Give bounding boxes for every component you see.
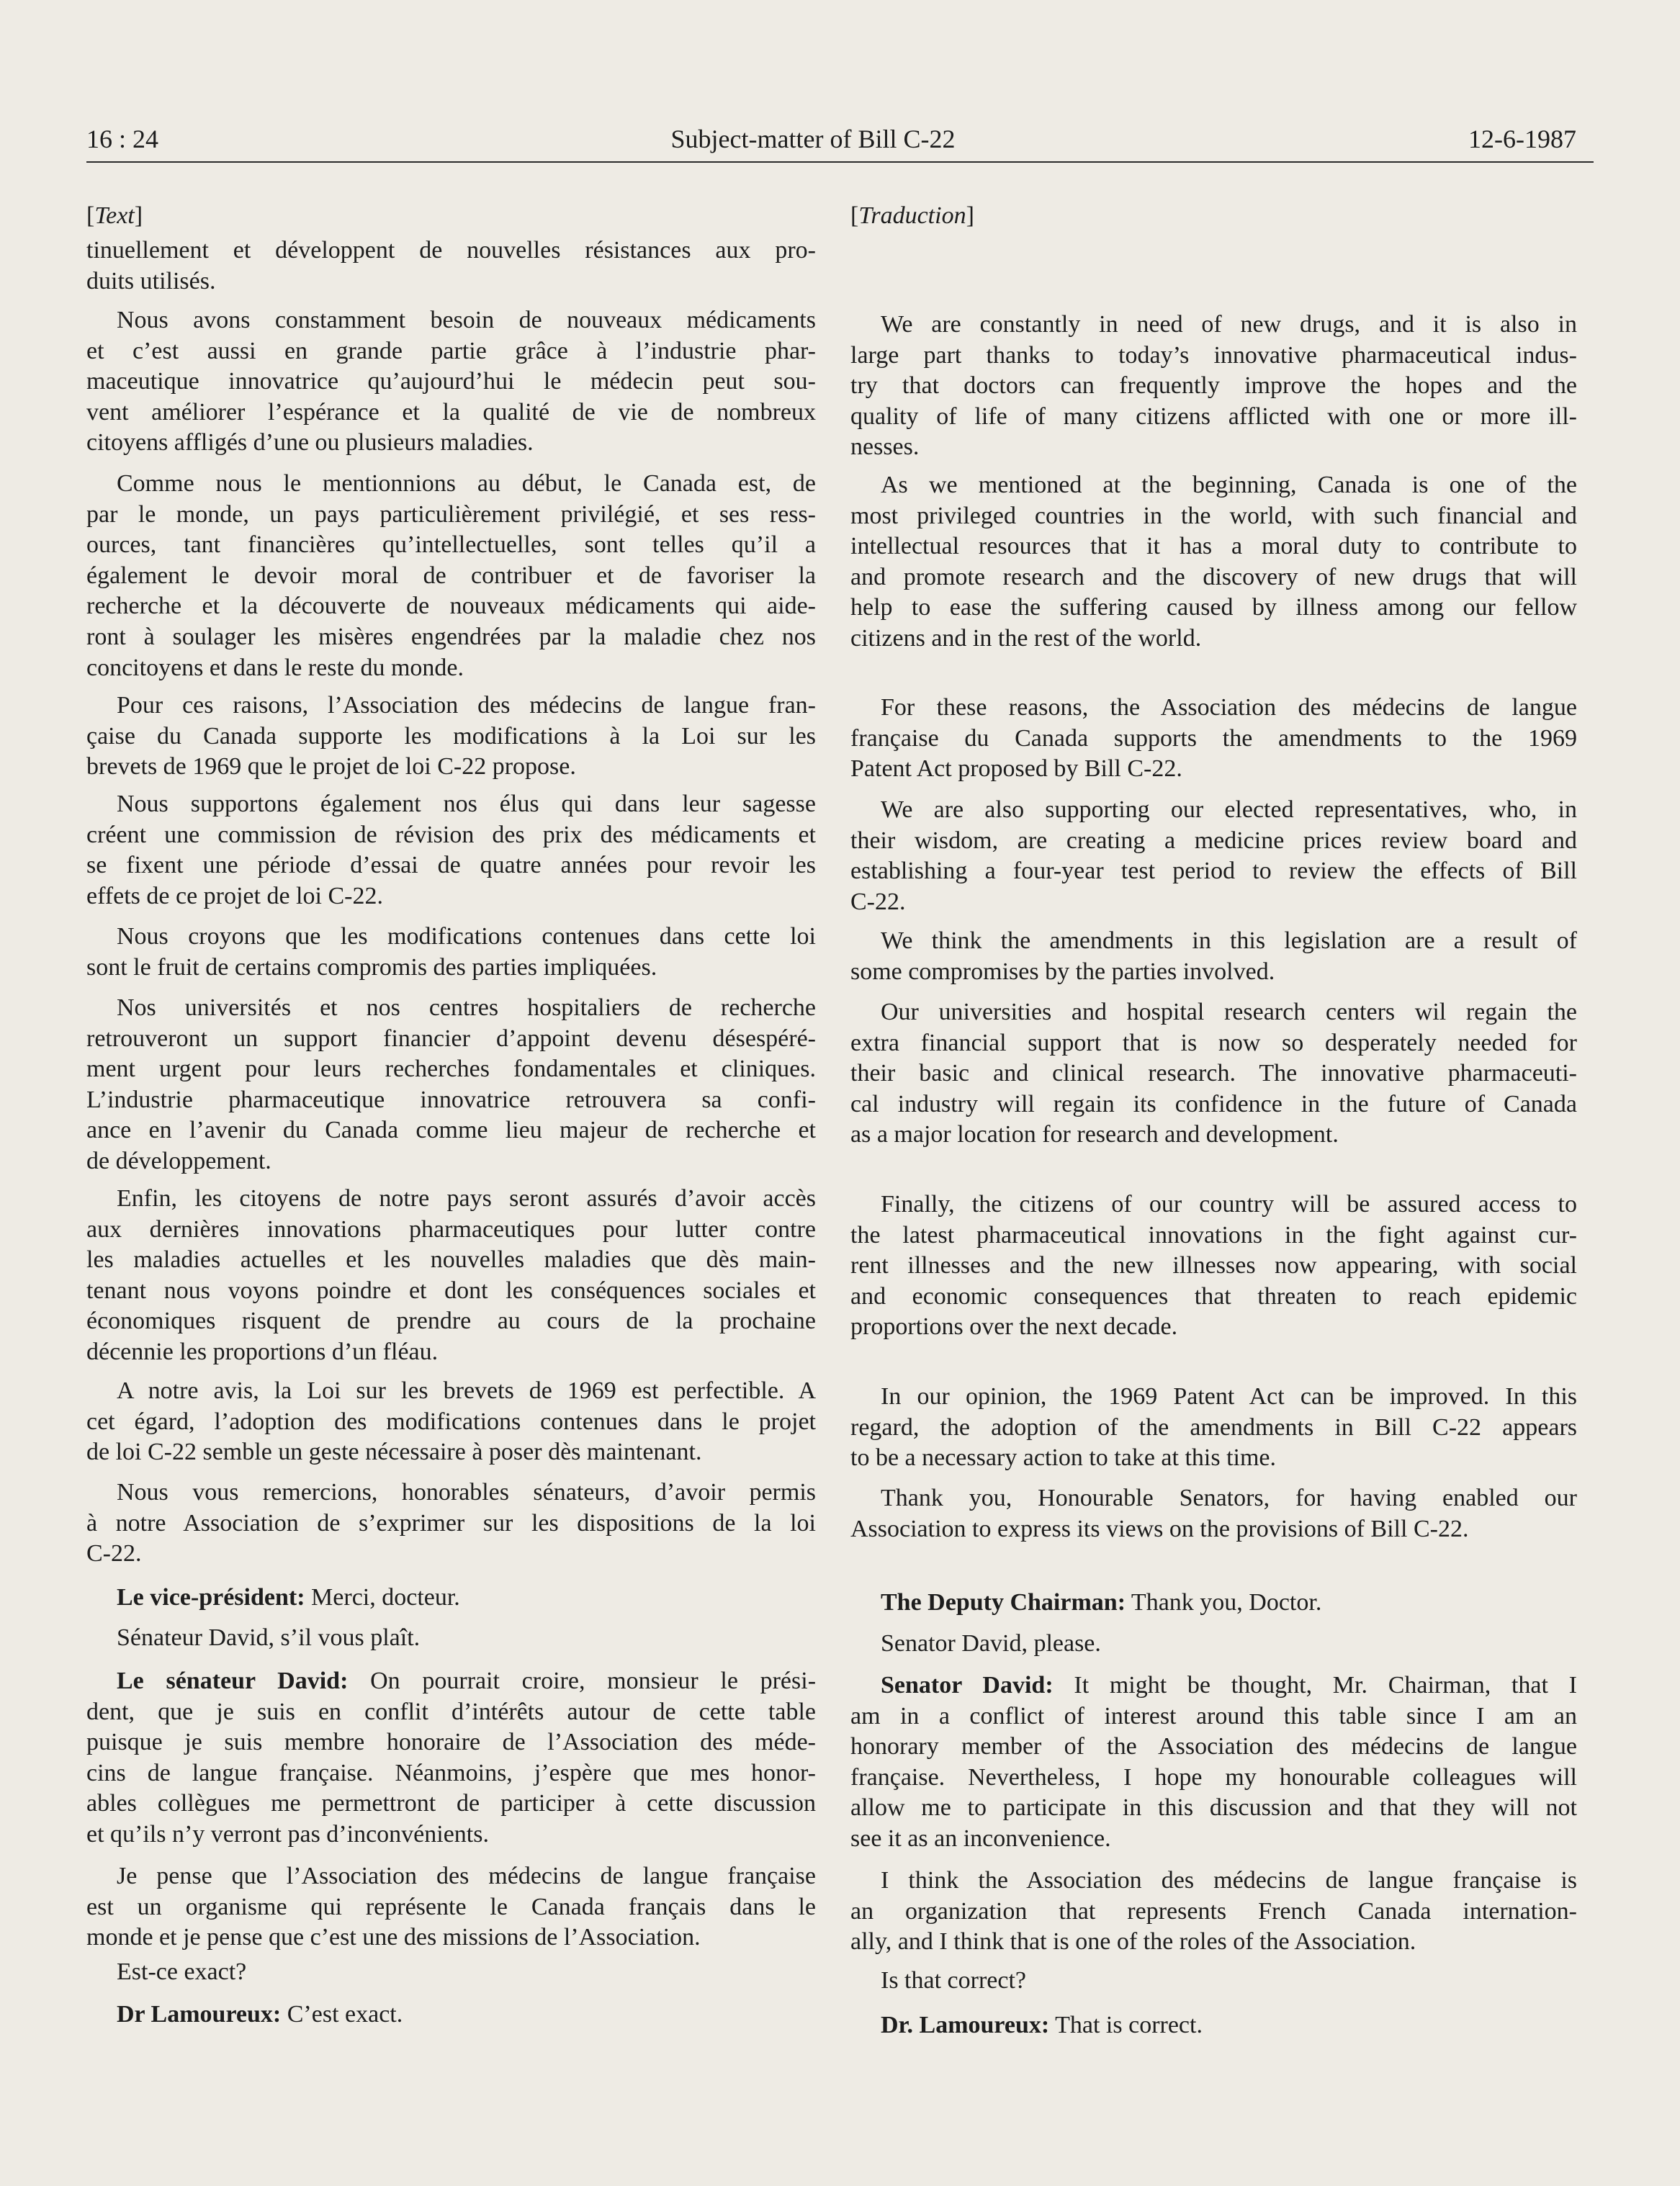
text-line: ance en l’avenir du Canada comme lieu majeur de recherche et bbox=[86, 1117, 816, 1144]
label-text: Text bbox=[94, 202, 135, 229]
text-line bbox=[850, 2010, 1577, 2041]
text-line: tenant nous voyons poindre et dont les conséquences sociales et bbox=[86, 1277, 816, 1304]
text-line: help to ease the suffering caused by illness among our fellow bbox=[850, 594, 1577, 621]
paragraph bbox=[86, 993, 816, 1177]
text-line: We are constantly in need of new drugs, and it is also in bbox=[881, 311, 1577, 338]
text-line: Sénateur David, s’il vous plaît. bbox=[117, 1624, 421, 1651]
text-line: Enfin, les citoyens de notre pays seront assurés d’avoir accès bbox=[117, 1185, 816, 1212]
text-line: effets de ce projet de loi C-22. bbox=[86, 882, 383, 909]
paragraph bbox=[850, 693, 1577, 785]
text-line: décennie les proportions d’un fléau. bbox=[86, 1338, 439, 1365]
paragraph bbox=[850, 1483, 1577, 1544]
text-line: an organization that represents French Canada internation- bbox=[850, 1897, 1577, 1925]
paragraph bbox=[86, 1376, 816, 1468]
paragraph bbox=[850, 1966, 1577, 1997]
text-line: sont le fruit de certains compromis des parties impliquées. bbox=[86, 953, 657, 981]
text-line: nesses. bbox=[850, 433, 920, 461]
text-line: ally, and I think that is one of the roles of the Association. bbox=[850, 1928, 1416, 1956]
text-line: aux dernières innovations pharmaceutiques pour lutter contre bbox=[86, 1215, 816, 1243]
text-line: brevets de 1969 que le projet de loi C-22 propose. bbox=[86, 753, 576, 781]
speaker-name: The Deputy Chairman: bbox=[881, 1589, 1126, 1616]
text-line: et qu’ils n’y verront pas d’inconvénients. bbox=[86, 1820, 489, 1848]
paragraph bbox=[86, 1623, 816, 1654]
text-line: concitoyens et dans le reste du monde. bbox=[86, 654, 464, 681]
text-line: duits utilisés. bbox=[86, 267, 216, 294]
running-title: Subject-matter of Bill C-22 bbox=[670, 125, 956, 153]
paragraph bbox=[86, 789, 816, 912]
text-line: Nous croyons que les modifications contenues dans cette loi bbox=[117, 923, 816, 950]
text-line: les maladies actuelles et les nouvelles maladies que dès main- bbox=[86, 1246, 816, 1274]
text-line: Finally, the citizens of our country will be assured access to bbox=[881, 1191, 1577, 1218]
bracket-close: ] bbox=[966, 202, 974, 229]
text-line: ront à soulager les misères engendrées par la maladie chez nos bbox=[86, 623, 816, 650]
text-line: Senator David, please. bbox=[881, 1630, 1101, 1657]
text-line: retrouveront un support financier d’appoint devenu désespéré- bbox=[86, 1025, 816, 1052]
bracket-open: [ bbox=[850, 202, 859, 229]
paragraph bbox=[86, 922, 816, 983]
text-line: cal industry will regain its confidence in the future of Canada bbox=[850, 1090, 1577, 1117]
paragraph bbox=[86, 469, 816, 683]
paragraph bbox=[86, 305, 816, 459]
text-line: économiques risquent de prendre au cours de la prochaine bbox=[86, 1308, 816, 1335]
text-line: française. Nevertheless, I hope my honourable colleagues will bbox=[850, 1763, 1577, 1791]
text-line: cins de langue française. Néanmoins, j’espère que mes honor- bbox=[86, 1759, 816, 1786]
text-line: try that doctors can frequently improve the hopes and the bbox=[850, 372, 1577, 400]
paragraph bbox=[850, 1866, 1577, 1958]
paragraph bbox=[86, 1583, 816, 1614]
text-line: cet égard, l’adoption des modifications contenues dans le projet bbox=[86, 1408, 816, 1435]
text-line: We think the amendments in this legislation are a result of bbox=[881, 927, 1577, 954]
column-label-traduction bbox=[850, 201, 974, 232]
text-line: see it as an inconvenience. bbox=[850, 1825, 1111, 1852]
text-line: ources, tant financières qu’intellectuelles, sont telles qu’il a bbox=[86, 531, 816, 559]
text-line: rent illnesses and the new illnesses now appearing, with social bbox=[850, 1252, 1577, 1279]
text-line: vent améliorer l’espérance et la qualité de vie de nombreux bbox=[86, 398, 816, 426]
text-line: and promote research and the discovery of new drugs that will bbox=[850, 563, 1577, 590]
text-line: allow me to participate in this discussion and that they will not bbox=[850, 1794, 1577, 1822]
text-line: regard, the adoption of the amendments in Bill C-22 appears bbox=[850, 1413, 1577, 1441]
text-line: their basic and clinical research. The innovative pharmaceuti- bbox=[850, 1060, 1577, 1087]
text-line: Is that correct? bbox=[881, 1967, 1026, 1994]
text-line: their wisdom, are creating a medicine prices review board and bbox=[850, 827, 1577, 854]
paragraph bbox=[86, 1477, 816, 1570]
text-line: dent, que je suis en conflit d’intérêts autour de cette table bbox=[86, 1698, 816, 1725]
text-line: ables collègues me permettront de participer à cette discussion bbox=[86, 1790, 816, 1817]
text-line: Est-ce exact? bbox=[117, 1958, 247, 1985]
text-line: the latest pharmaceutical innovations in the fight against cur- bbox=[850, 1221, 1577, 1249]
text-line: to be a necessary action to take at this time. bbox=[850, 1444, 1277, 1472]
paragraph bbox=[850, 1670, 1577, 1855]
text-line: maceutique innovatrice qu’aujourd’hui le médecin peut sou- bbox=[86, 368, 816, 395]
text-line: Nous avons constamment besoin de nouveaux médicaments bbox=[117, 307, 816, 333]
speaker-name: Dr Lamoureux: bbox=[117, 2001, 282, 2028]
speaker-name: Senator David: bbox=[881, 1672, 1054, 1699]
text-line: de loi C-22 semble un geste nécessaire à poser dès maintenant. bbox=[86, 1439, 702, 1466]
speaker-name: Le sénateur David: bbox=[117, 1668, 349, 1694]
text-line bbox=[850, 1670, 1577, 1701]
paragraph bbox=[86, 1184, 816, 1368]
paragraph bbox=[86, 691, 816, 783]
text-line: establishing a four-year test period to review the effects of Bill bbox=[850, 858, 1577, 885]
text-line: ment urgent pour leurs recherches fondamentales et cliniques. bbox=[86, 1056, 816, 1083]
text-line: A notre avis, la Loi sur les brevets de 1969 est perfectible. A bbox=[117, 1377, 816, 1404]
text-line: à notre Association de s’exprimer sur les dispositions de la loi bbox=[86, 1509, 816, 1537]
text-line: extra financial support that is now so desperately needed for bbox=[850, 1029, 1577, 1056]
text-line: C-22. bbox=[850, 888, 906, 915]
text-line: I think the Association des médecins de langue française is bbox=[881, 1867, 1577, 1894]
text-line: L’industrie pharmaceutique innovatrice retrouvera sa confi- bbox=[86, 1086, 816, 1113]
paragraph bbox=[850, 795, 1577, 917]
text-line: For these reasons, the Association des médecins de langue bbox=[881, 694, 1577, 721]
text-line: proportions over the next decade. bbox=[850, 1313, 1178, 1341]
text-line: française du Canada supports the amendments to the 1969 bbox=[850, 724, 1577, 752]
paragraph bbox=[850, 310, 1577, 463]
bracket-close: ] bbox=[134, 202, 143, 229]
text-line: most privileged countries in the world, with such financial and bbox=[850, 502, 1577, 529]
paragraph bbox=[850, 1189, 1577, 1343]
text-line: honorary member of the Association des médecins de langue bbox=[850, 1733, 1577, 1760]
text-line: Pour ces raisons, l’Association des médecins de langue fran- bbox=[117, 692, 816, 719]
text-line: Comme nous le mentionnions au début, le Canada est, de bbox=[117, 470, 816, 497]
speech-text: C’est exact. bbox=[287, 2001, 403, 2028]
speech-text: Thank you, Doctor. bbox=[1131, 1589, 1322, 1616]
paragraph bbox=[850, 470, 1577, 655]
speech-text: It might be thought, Mr. Chairman, that I bbox=[1074, 1672, 1577, 1699]
text-line: est un organisme qui représente le Canada français dans le bbox=[86, 1893, 816, 1920]
paragraph bbox=[86, 1666, 816, 1850]
text-line bbox=[86, 1666, 816, 1697]
text-line bbox=[86, 1583, 816, 1614]
text-line: se fixent une période d’essai de quatre années pour revoir les bbox=[86, 852, 816, 879]
text-line: C-22. bbox=[86, 1540, 142, 1567]
text-line: recherche et la découverte de nouveaux médicaments qui aide- bbox=[86, 593, 816, 620]
paragraph bbox=[86, 1957, 816, 1988]
text-line: également le devoir moral de contribuer et de favoriser la bbox=[86, 562, 816, 589]
label-text: Traduction bbox=[858, 202, 966, 229]
text-line: çaise du Canada supporte les modifications à la Loi sur les bbox=[86, 722, 816, 750]
text-line: créent une commission de révision des prix des médicaments et bbox=[86, 821, 816, 848]
header-rule bbox=[86, 161, 1594, 163]
text-line: citoyens affligés d’une ou plusieurs maladies. bbox=[86, 429, 534, 456]
text-line: and economic consequences that threaten to reach epidemic bbox=[850, 1282, 1577, 1310]
speech-text: Merci, docteur. bbox=[311, 1584, 460, 1611]
column-label-text bbox=[86, 201, 143, 232]
date: 12-6-1987 bbox=[1468, 125, 1576, 153]
text-line: Je pense que l’Association des médecins de langue française bbox=[117, 1863, 816, 1889]
paragraph bbox=[850, 2010, 1577, 2041]
text-line: As we mentioned at the beginning, Canada is one of the bbox=[881, 472, 1577, 498]
speaker-name: Le vice-président: bbox=[117, 1584, 305, 1611]
text-line: et c’est aussi en grande partie grâce à l’industrie phar- bbox=[86, 337, 816, 364]
text-line: as a major location for research and development. bbox=[850, 1121, 1339, 1148]
text-line bbox=[86, 2000, 816, 2030]
text-line: Our universities and hospital research centers wil regain the bbox=[881, 999, 1577, 1025]
speech-text: On pourrait croire, monsieur le prési- bbox=[370, 1668, 817, 1694]
page-number: 16 : 24 bbox=[86, 125, 159, 153]
paragraph bbox=[850, 1588, 1577, 1619]
text-line: In our opinion, the 1969 Patent Act can be improved. In this bbox=[881, 1383, 1577, 1410]
text-line: Patent Act proposed by Bill C-22. bbox=[850, 755, 1182, 783]
paragraph bbox=[850, 1629, 1577, 1660]
speech-text: That is correct. bbox=[1055, 2012, 1203, 2038]
text-line: am in a conflict of interest around this table since I am an bbox=[850, 1702, 1577, 1730]
text-line: Association to express its views on the provisions of Bill C-22. bbox=[850, 1515, 1469, 1542]
text-line: de développement. bbox=[86, 1147, 271, 1174]
paragraph bbox=[850, 997, 1577, 1151]
text-line: We are also supporting our elected representatives, who, in bbox=[881, 796, 1577, 823]
paragraph bbox=[86, 2000, 816, 2030]
text-line: some compromises by the parties involved. bbox=[850, 958, 1275, 985]
text-line: Thank you, Honourable Senators, for having enabled our bbox=[881, 1485, 1577, 1511]
text-line: large part thanks to today’s innovative pharmaceutical indus- bbox=[850, 341, 1577, 369]
bracket-open: [ bbox=[86, 202, 95, 229]
text-line bbox=[850, 1588, 1577, 1619]
paragraph bbox=[86, 235, 816, 297]
text-line: puisque je suis membre honoraire de l’Association des méde- bbox=[86, 1729, 816, 1756]
text-line: quality of life of many citizens afflicted with one or more ill- bbox=[850, 402, 1577, 430]
text-line: Nous vous remercions, honorables sénateurs, d’avoir permis bbox=[117, 1479, 816, 1506]
text-line: monde et je pense que c’est une des missions de l’Association. bbox=[86, 1924, 701, 1951]
text-line: Nous supportons également nos élus qui dans leur sagesse bbox=[117, 791, 816, 817]
text-line: Nos universités et nos centres hospitaliers de recherche bbox=[117, 994, 816, 1021]
text-line: par le monde, un pays particulièrement privilégié, et ses ress- bbox=[86, 500, 816, 528]
paragraph bbox=[850, 1382, 1577, 1474]
text-line: citizens and in the rest of the world. bbox=[850, 624, 1202, 652]
paragraph bbox=[86, 1861, 816, 1953]
text-line: tinuellement et développent de nouvelles résistances aux pro- bbox=[86, 237, 816, 264]
paragraph bbox=[850, 926, 1577, 987]
text-line: intellectual resources that it has a moral duty to contribute to bbox=[850, 533, 1577, 560]
speaker-name: Dr. Lamoureux: bbox=[881, 2012, 1050, 2038]
